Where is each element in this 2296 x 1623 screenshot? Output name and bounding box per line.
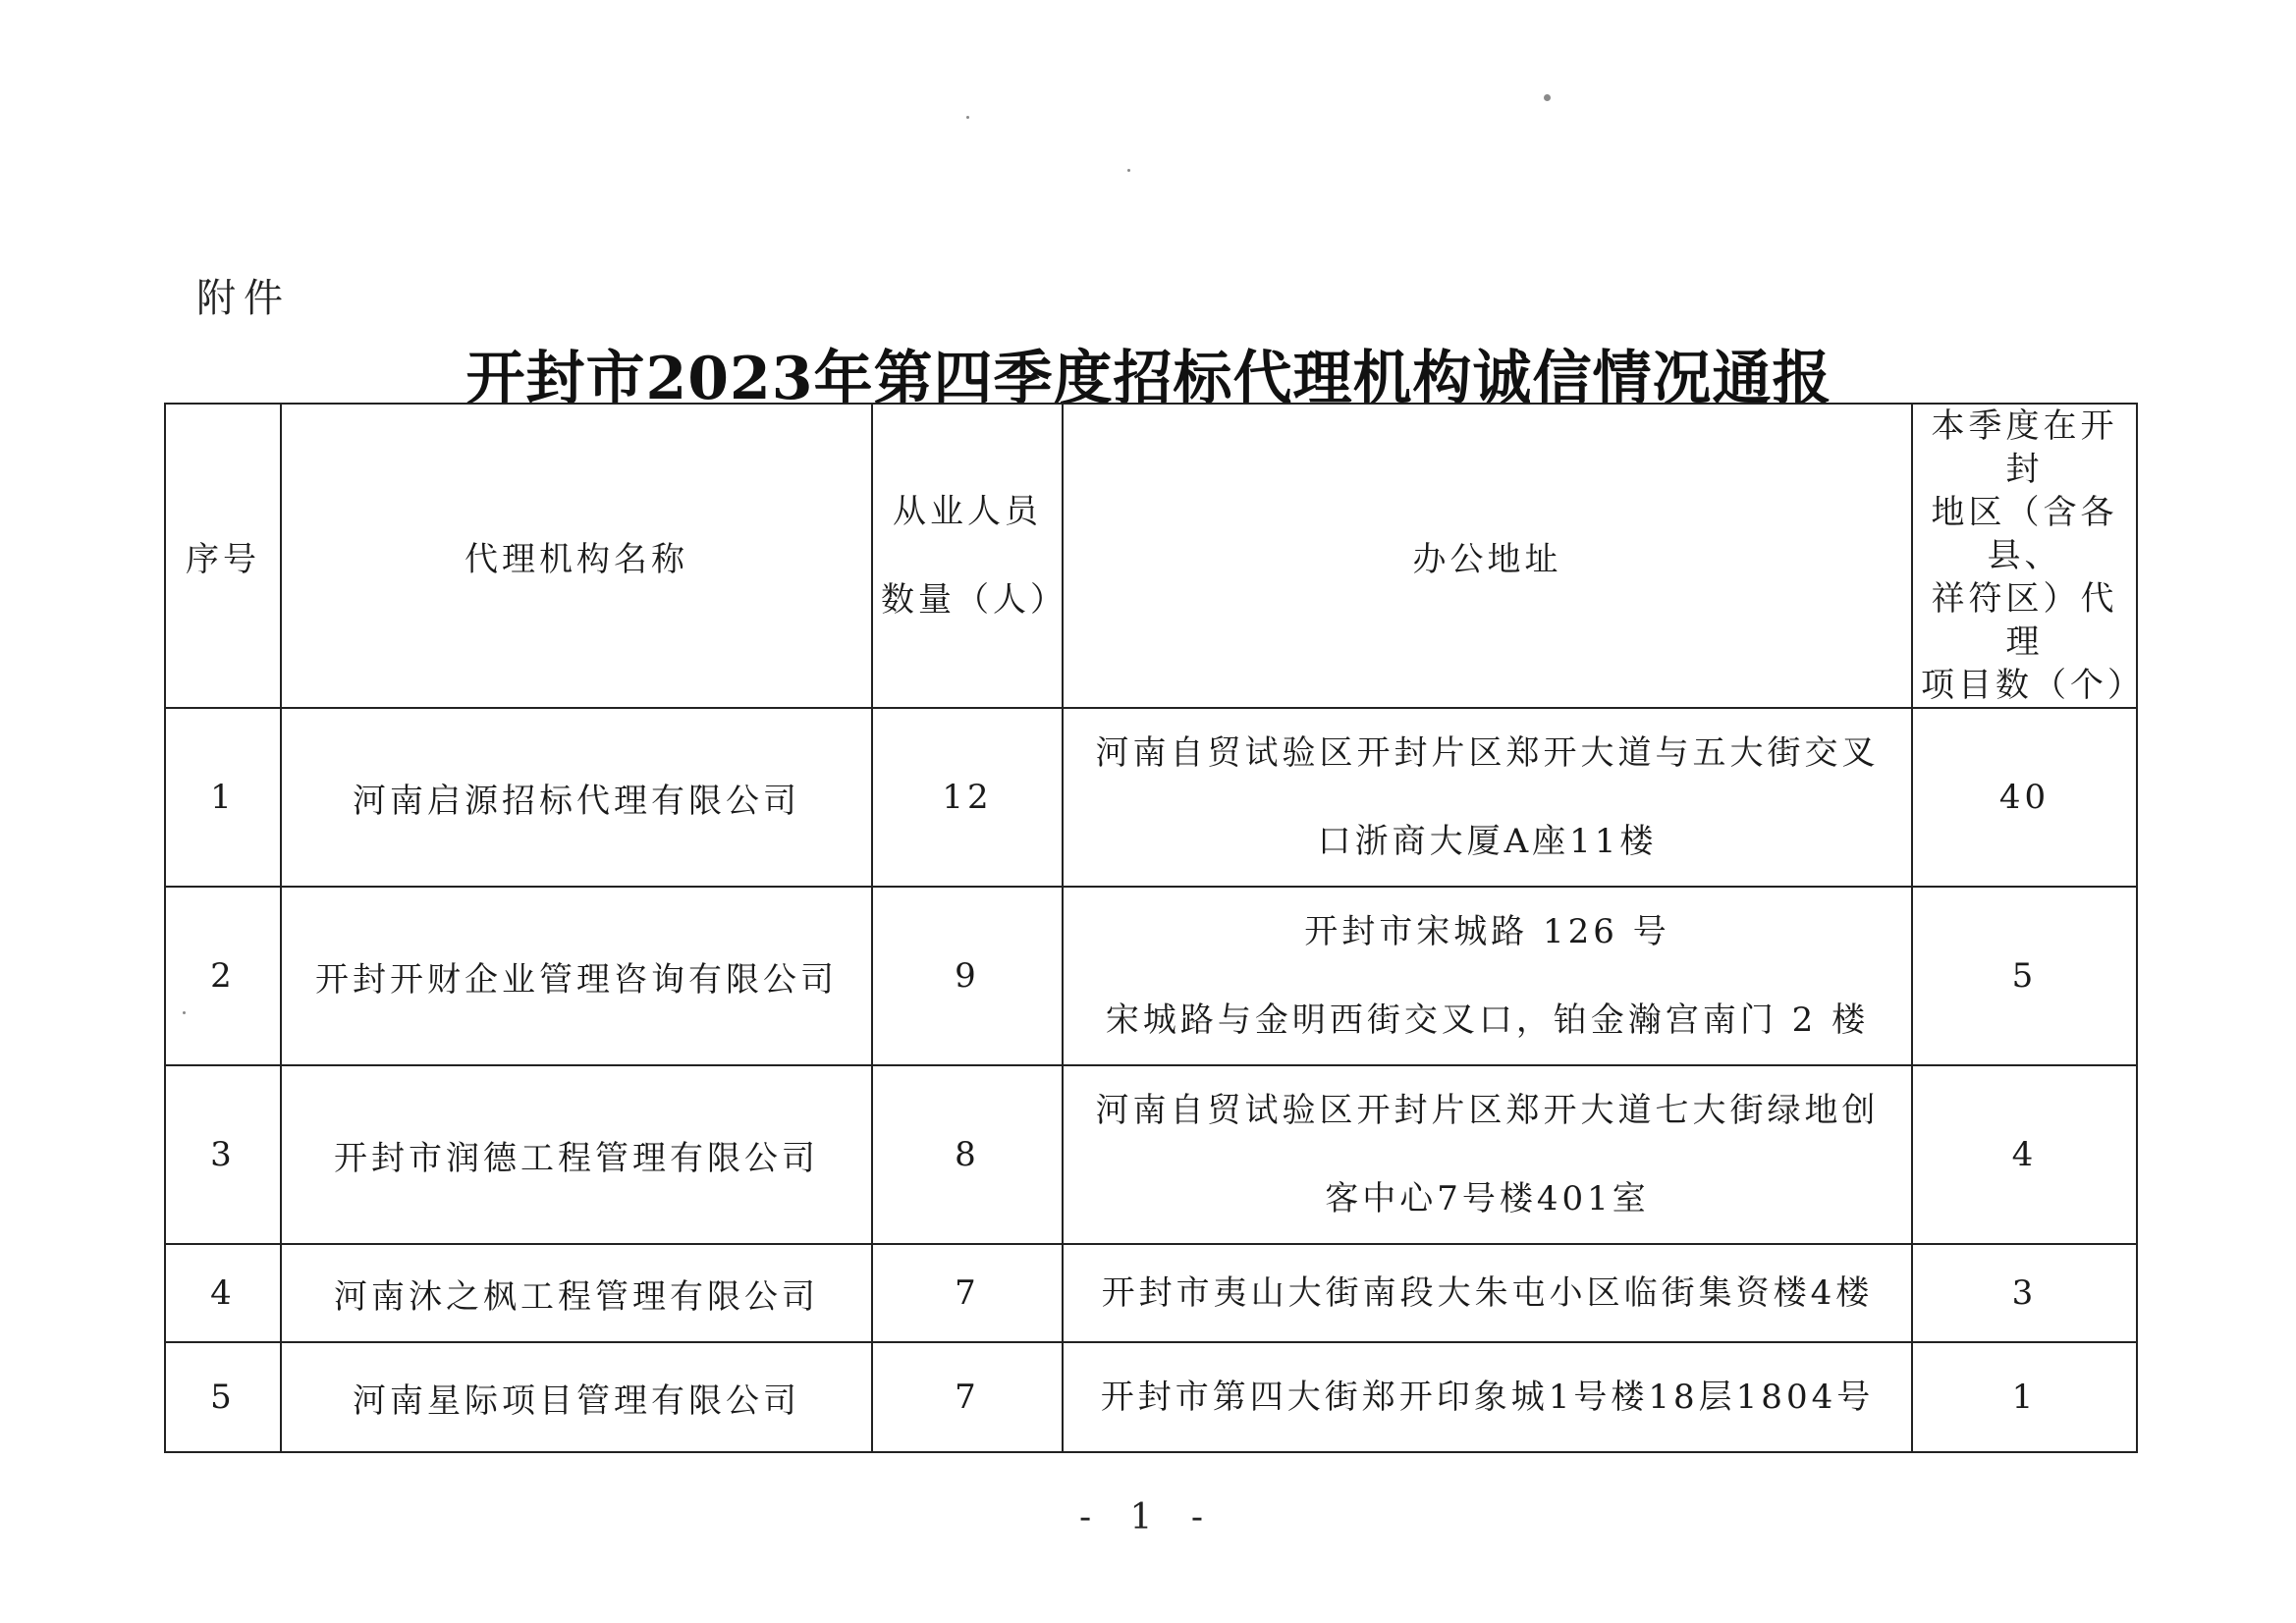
- header-office-address: 办公地址: [1063, 404, 1912, 708]
- row-agency-name: 河南启源招标代理有限公司: [281, 708, 872, 887]
- header-agency-name: 代理机构名称: [281, 404, 872, 708]
- table-header-row: [165, 404, 2137, 708]
- row-office-address: 开封市夷山大街南段大朱屯小区临街集资楼4楼: [1063, 1244, 1912, 1342]
- row-project-count: 3: [1912, 1244, 2137, 1342]
- row-staff-count: 7: [872, 1342, 1063, 1452]
- header-staff-count: [872, 404, 1067, 708]
- row-staff-count: 9: [872, 887, 1063, 1065]
- row-index: 5: [165, 1342, 281, 1452]
- row-office-address: [1063, 1065, 1912, 1244]
- row-staff-count: 12: [872, 708, 1063, 887]
- row-office-address: [1063, 887, 1912, 1065]
- table-row: [165, 887, 2137, 1065]
- table-row: [165, 1342, 2137, 1452]
- header-projects-line2: 地区（含各县、: [1931, 493, 2118, 575]
- row-agency-name: 河南沐之枫工程管理有限公司: [281, 1244, 872, 1342]
- header-index: 序号: [165, 404, 281, 708]
- table-row: [165, 1244, 2137, 1342]
- agency-integrity-table: [164, 403, 2145, 1453]
- document-title: 开封市2023年第四季度招标代理机构诚信情况通报: [465, 345, 1832, 413]
- scan-speck: [1544, 94, 1551, 101]
- row-project-count: 1: [1912, 1342, 2137, 1452]
- table-row: [165, 708, 2137, 887]
- header-projects-line3: 祥符区）代理: [1931, 579, 2118, 662]
- header-staff-line1: 从业人员: [893, 492, 1042, 531]
- header-project-count: [1912, 404, 2145, 708]
- row-index: 4: [165, 1244, 281, 1342]
- row-office-address: [1063, 708, 1912, 887]
- address-line2: 口浙商大厦A座11楼: [1317, 822, 1658, 861]
- row-project-count: 5: [1912, 887, 2137, 1065]
- row-agency-name: 河南星际项目管理有限公司: [281, 1342, 872, 1452]
- address-line2: 宋城路与金明西街交叉口，铂金瀚宫南门 2 楼: [1105, 1001, 1870, 1040]
- address-line1: 河南自贸试验区开封片区郑开大道七大街绿地创: [1095, 1091, 1880, 1130]
- row-project-count: 4: [1912, 1065, 2137, 1244]
- table-row: [165, 1065, 2137, 1244]
- scan-speck: [966, 116, 969, 119]
- page-number: - 1 -: [1078, 1497, 1218, 1538]
- scan-speck: [1127, 169, 1130, 172]
- row-agency-name: 开封开财企业管理咨询有限公司: [281, 887, 872, 1065]
- row-staff-count: 7: [872, 1244, 1063, 1342]
- header-staff-line2: 数量（人）: [881, 580, 1067, 620]
- header-projects-line1: 本季度在开封: [1931, 406, 2118, 489]
- row-agency-name: 开封市润德工程管理有限公司: [281, 1065, 872, 1244]
- row-office-address: 开封市第四大街郑开印象城1号楼18层1804号: [1063, 1342, 1912, 1452]
- attachment-label: 附件: [196, 276, 291, 321]
- header-projects-line4: 项目数（个）: [1921, 666, 2145, 705]
- row-index: 3: [165, 1065, 281, 1244]
- address-line1: 河南自贸试验区开封片区郑开大道与五大街交叉: [1095, 733, 1880, 773]
- row-project-count: 40: [1912, 708, 2137, 887]
- row-staff-count: 8: [872, 1065, 1063, 1244]
- row-index: 1: [165, 708, 281, 887]
- row-index: 2: [165, 887, 281, 1065]
- address-line1: 开封市宋城路 126 号: [1304, 912, 1670, 951]
- address-line2: 客中心7号楼401室: [1325, 1179, 1650, 1218]
